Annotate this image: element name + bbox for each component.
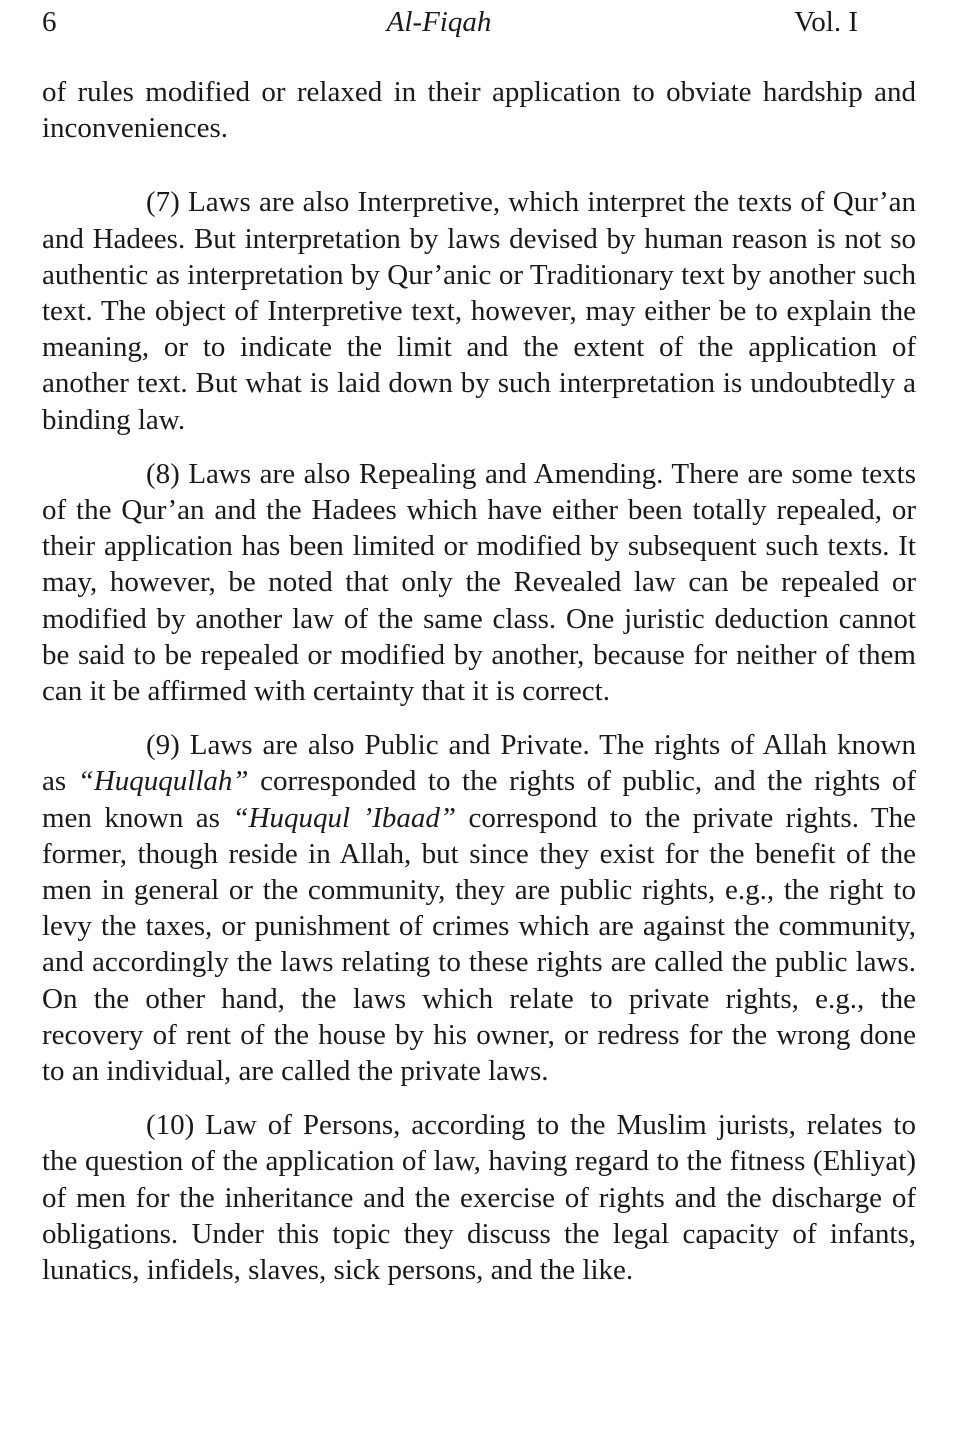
volume-label: Vol. I: [794, 6, 858, 38]
term-huququl-ibaad: “Huququl ’Ibaad”: [232, 801, 456, 834]
paragraph-7: (7) Laws are also Interpretive, which interpret the texts of Qur’an and Hadees. But interpretation by laws devised by human reason is not so authentic as interpretation by Qur’anic or Traditionary text by another such text. The object of Interpretive text, however, may either be to explain the meaning, or to indicate the limit and the extent of the application of another text. But what is laid down by such interpretation is undoubtedly a binding law.: [42, 186, 916, 436]
book-title: [42, 4, 916, 40]
page-number: 6: [42, 6, 57, 38]
paragraph-8: (8) Laws are also Repealing and Amending. There are some texts of the Qur’an and the Hadees which have either been totally repealed, or their application has been limited or modified by subsequent such texts. It may, however, be noted that only the Revealed law can be repealed or modified by another law of the same class. One juristic deduction cannot be said to be repealed or modified by another, because for neither of them can it be affirmed with certainty that it is correct.: [42, 457, 916, 708]
paragraph-9: [42, 727, 916, 1089]
paragraph-9-part-c: correspond to the private rights. The former, though reside in Allah, but since they exist for the benefit of the men in general or the community, they are public rights, e.g., the right to levy the taxes, or punishment of crimes which are against the community, and accordingly the laws relating to these rights are called the public laws. On the other hand, the laws which relate to private rights, e.g., the recovery of rent of the house by his owner, or redress for the wrong done to an individual, are called the private laws.: [42, 801, 917, 1088]
term-huququllah: “Huququllah”: [77, 765, 249, 798]
book-title-text: Al-Fiqah: [386, 6, 492, 38]
paragraph-9-part-b: corresponded to the rights of public, and the rights of men known as: [42, 765, 916, 834]
body-text: [42, 74, 916, 1306]
paragraph-10: (10) Law of Persons, according to the Muslim jurists, relates to the question of the application of law, having regard to the fitness (Ehliyat) of men for the inheritance and the exercise of rights and the discharge of obligations. Under this topic they discuss the legal capacity of infants, lunatics, infidels, slaves, sick persons, and the like.: [42, 1109, 916, 1287]
running-head: [42, 4, 916, 40]
paragraph-9-part-a: (9) Laws are also Public and Private. The rights of Allah known as: [42, 729, 916, 798]
paragraph-continuation: of rules modified or relaxed in their application to obviate hardship and inconveniences.: [42, 76, 916, 145]
